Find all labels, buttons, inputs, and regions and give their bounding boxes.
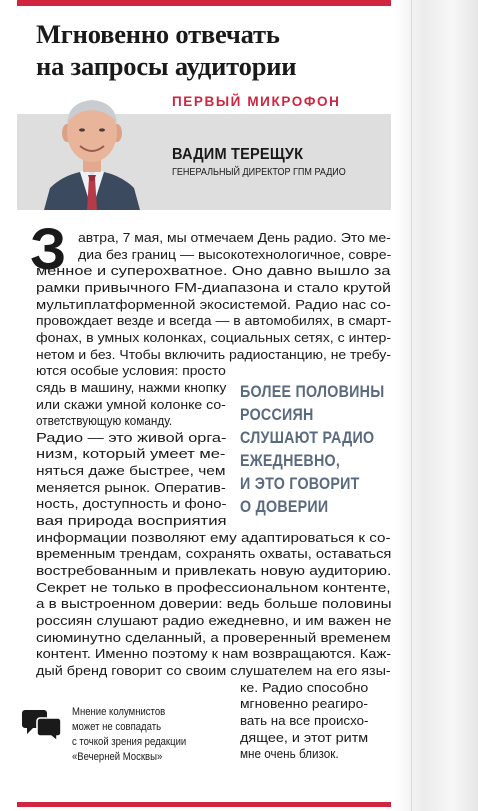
headline-line: на запросы аудитории bbox=[36, 51, 297, 81]
drop-cap: З bbox=[30, 217, 67, 282]
body-line: россиян слушают радио ежедневно, и им важен не bbox=[36, 613, 392, 628]
body-line: меняется рынок. Оператив- bbox=[36, 480, 226, 495]
body-line: автра, 7 мая, мы отмечаем День радио. Это ме- bbox=[78, 231, 391, 245]
body-line: вать на все происхо- bbox=[240, 713, 369, 728]
body-line: диа без границ — высокотехнологичное, совре- bbox=[78, 247, 392, 262]
body-line: мне очень близок. bbox=[240, 747, 339, 762]
bottom-accent-rule bbox=[17, 802, 391, 807]
body-line: дый бренд говорит со своим слушателем на его язы- bbox=[36, 663, 391, 678]
author-title: ГЕНЕРАЛЬНЫЙ ДИРЕКТОР ГПМ РАДИО bbox=[172, 166, 346, 178]
author-name: ВАДИМ ТЕРЕЩУК bbox=[172, 146, 304, 163]
body-line: дящее, и этот ритм bbox=[240, 730, 369, 745]
body-line: низм, который умеет ме- bbox=[36, 447, 226, 462]
author-photo bbox=[36, 88, 148, 210]
body-line: сядь в машину, нажми кнопку bbox=[36, 380, 227, 395]
pull-quote-line: ЕЖЕДНЕВНО, bbox=[240, 452, 341, 470]
body-line: временным трендам, сохранять охваты, оставаться bbox=[36, 547, 392, 562]
disclaimer-line: Мнение колумнистов bbox=[72, 706, 166, 718]
page-gutter-shadow bbox=[394, 0, 478, 811]
body-line: нетом и без. Чтобы включить радиостанцию, не требу- bbox=[36, 347, 391, 362]
article-headline bbox=[36, 18, 391, 82]
body-line: ке. Радио способно bbox=[240, 680, 369, 695]
body-line: рамки привычного FM-диапазона и стало крутой bbox=[36, 280, 391, 295]
speech-bubbles-icon bbox=[22, 706, 62, 742]
body-line: фонах, в умных колонках, социальных сетях, с интер- bbox=[36, 330, 392, 345]
pull-quote-line: РОССИЯН bbox=[240, 406, 314, 424]
body-line: информации позволяют ему адаптироваться к со- bbox=[36, 530, 391, 545]
body-line: мультиплатформенной экосистемой. Радио нас со- bbox=[36, 297, 391, 312]
disclaimer-line: может не совпадать bbox=[72, 721, 162, 733]
body-line: востребованным и привлекать новую аудиторию. bbox=[36, 564, 392, 578]
body-line: а в выстроенном доверии: ведь больше половины bbox=[36, 597, 392, 612]
body-line: няться даже быстрее, чем bbox=[36, 464, 226, 479]
body-line: или скажи умной колонке со- bbox=[36, 397, 226, 412]
body-line: менное и суперохватное. Оно давно вышло за bbox=[36, 264, 391, 279]
column-rubric: ПЕРВЫЙ МИКРОФОН bbox=[172, 94, 341, 109]
body-line: мгновенно реагиро- bbox=[240, 697, 369, 712]
body-line: ответствующую команду. bbox=[36, 414, 173, 429]
body-line: Секрет не только в профессиональном контенте, bbox=[36, 580, 391, 595]
top-accent-rule bbox=[17, 0, 391, 6]
body-line: Радио — это живой орга- bbox=[36, 430, 227, 445]
headline-line: Мгновенно отвечать bbox=[36, 19, 280, 49]
pull-quote-line: БОЛЕЕ ПОЛОВИНЫ bbox=[240, 383, 385, 401]
body-line: ются особые условия: просто bbox=[36, 364, 226, 379]
body-line: контент. Именно поэтому к нам возвращаются. Каж- bbox=[36, 647, 392, 662]
disclaimer-line: с точкой зрения редакции bbox=[72, 736, 187, 748]
body-line: вая природа восприятия bbox=[36, 514, 227, 529]
body-line: провождает везде и всегда — в автомобилях, в смарт- bbox=[36, 314, 392, 329]
body-line: ность, доступность и фоно- bbox=[36, 497, 227, 512]
page-gutter-line bbox=[411, 0, 412, 811]
body-line: сиюминутно сделанный, а проверенный временем bbox=[36, 630, 391, 645]
disclaimer-line: «Вечерней Москвы» bbox=[72, 751, 163, 763]
pull-quote-line: И ЭТО ГОВОРИТ bbox=[240, 475, 360, 493]
pull-quote-line: СЛУШАЮТ РАДИО bbox=[240, 429, 375, 447]
pull-quote-line: О ДОВЕРИИ bbox=[240, 498, 329, 516]
